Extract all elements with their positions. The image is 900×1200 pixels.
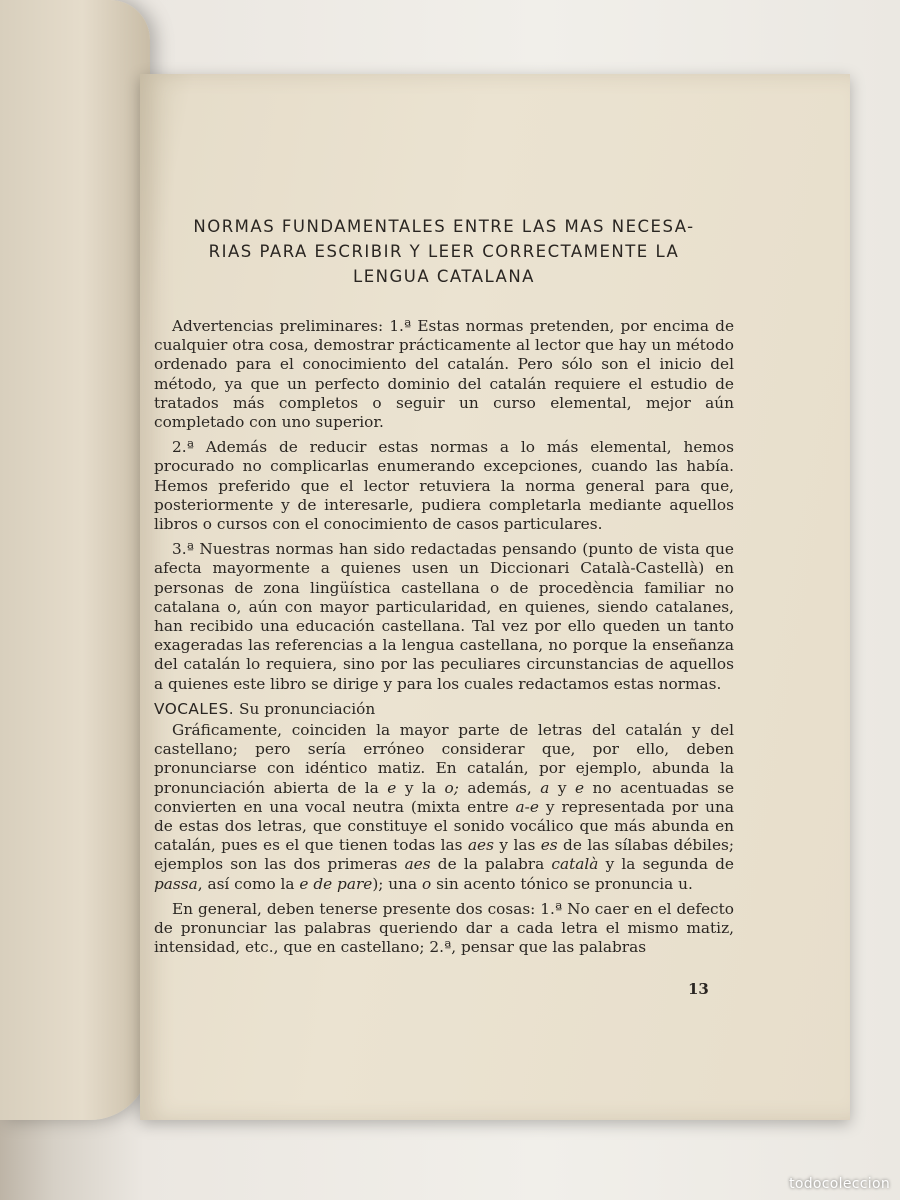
- paragraph-preliminary: Advertencias preliminares: 1.ª Estas normas pretenden, por encima de cualquier otra cosa, demostrar prácticamente al lector que hay un método ordenado para el conocimiento del catalán. Pero sólo son el inicio del método, ya que un perfecto dominio del catalán requiere el estudio de tratados más completos o seguir un curso elemental, mejor aún completado con uno superior.: [154, 317, 734, 432]
- paragraph-second: 2.ª Además de reducir estas normas a lo más elemental, hemos procurado no complicarlas enumerando excepciones, cuando las había. Hemos preferido que el lector retuviera la norma general para que, posteriormente y de interesarle, pudiera completarla mediante aquellos libros o cursos con el conocimiento de casos particulares.: [154, 438, 734, 534]
- text-run: ); una: [372, 874, 422, 893]
- italic-run: aes: [404, 855, 431, 874]
- italic-run: o: [422, 874, 432, 893]
- section-heading: [154, 700, 734, 719]
- title-line: LENGUA CATALANA: [353, 267, 535, 286]
- paragraph-vowels: [154, 721, 734, 894]
- book-page: [140, 74, 850, 1120]
- text-run: Gráficamente, coinciden la mayor parte de letras del catalán y del castellano; pero sería erróneo considerar que, por ello, deben pronunciarse con idéntico matiz. En catalán, por ejemplo, abunda la pronunciación abierta de la: [154, 721, 734, 797]
- page-content: [154, 214, 734, 964]
- italic-run: e de pare: [299, 874, 373, 893]
- title-line: RIAS PARA ESCRIBIR Y LEER CORRECTAMENTE LA: [208, 242, 680, 261]
- italic-run: passa: [154, 874, 198, 893]
- italic-run: e: [574, 778, 585, 797]
- section-heading-rest: Su pronunciación: [234, 699, 376, 718]
- chapter-title: [154, 214, 734, 289]
- italic-run: es: [540, 836, 558, 855]
- text-run: y la segunda de: [598, 855, 734, 874]
- italic-run: català: [551, 855, 599, 874]
- text-run: no acentuadas se convierten en una vocal neutra (mixta entre: [154, 778, 734, 816]
- text-run: de las sílabas débiles; ejemplos son las dos primeras: [154, 836, 735, 874]
- text-run: y representada por una de estas dos letras, que constituye el sonido vocálico que más abunda en catalán, pues es el que tienen todas las: [154, 797, 735, 855]
- italic-run: aes: [467, 836, 494, 855]
- italic-run: a: [540, 778, 550, 797]
- text-run: y las: [493, 836, 541, 855]
- italic-run: a-e: [515, 797, 539, 816]
- text-run: , así como la: [197, 874, 300, 893]
- italic-run: e: [387, 778, 397, 797]
- text-run: y: [549, 778, 575, 797]
- paragraph-third: 3.ª Nuestras normas han sido redactadas pensando (punto de vista que afecta mayormente a quienes usen un Diccionari Català-Castellà) en personas de zona lingüística castellana o de procedència familiar no catalana o, aún con mayor particularidad, en quienes, siendo catalanes, han recibido una educación castellana. Tal vez por ello queden un tanto exageradas las referencias a la lengua castellana, no porque la enseñanza del catalán lo requiera, sino por las peculiares circunstancias de aquellos a quienes este libro se dirige y para los cuales redactamos estas normas.: [154, 540, 734, 693]
- text-run: sin acento tónico se pronuncia u.: [431, 874, 693, 893]
- text-run: además,: [458, 778, 541, 797]
- text-run: y la: [396, 778, 445, 797]
- italic-run: o;: [444, 778, 459, 797]
- title-line: NORMAS FUNDAMENTALES ENTRE LAS MAS NECESA-: [193, 217, 695, 236]
- watermark: todocoleccion: [789, 1176, 890, 1192]
- paragraph-general: En general, deben tenerse presente dos cosas: 1.ª No caer en el defecto de pronunciar las palabras queriendo dar a cada letra el mismo matiz, intensidad, etc., que en castellano; 2.ª, pensar que las palabras: [154, 899, 734, 957]
- page-number: 13: [688, 980, 709, 998]
- section-heading-caps: VOCALES.: [154, 699, 235, 718]
- left-page-edge: [0, 0, 150, 1120]
- text-run: de la palabra: [430, 855, 552, 874]
